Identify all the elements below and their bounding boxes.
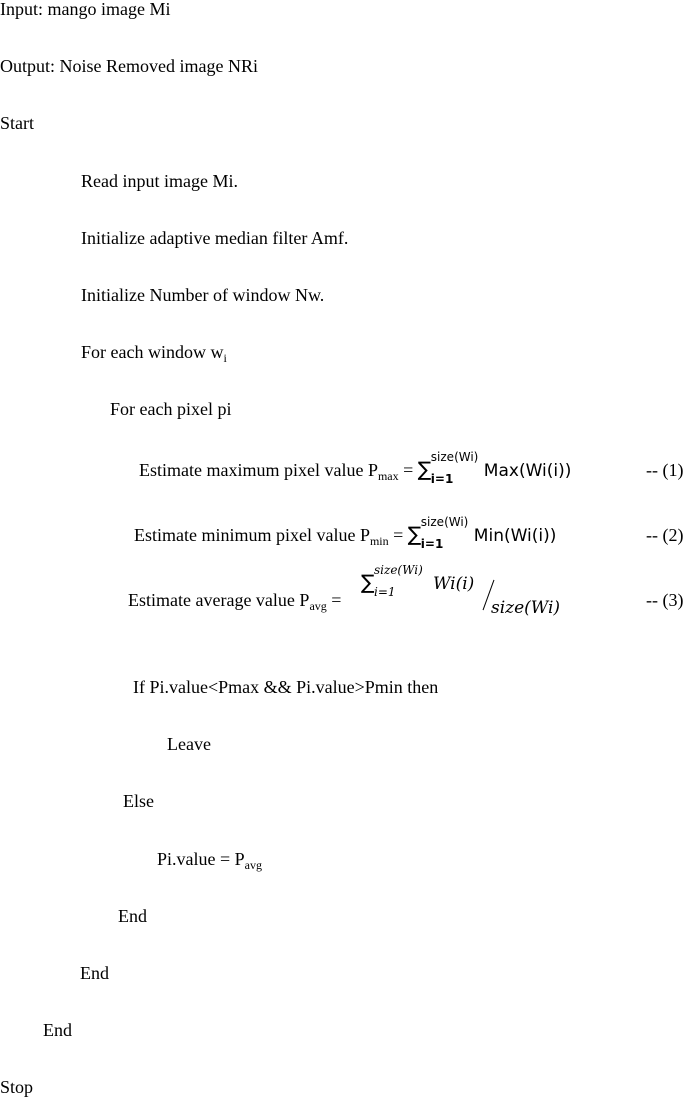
eq3-sum-upper: size(Wi) <box>374 563 423 577</box>
sigma-symbol: ∑ <box>361 570 375 594</box>
else-line: Else <box>123 791 154 811</box>
assign-line <box>157 848 262 872</box>
read-step: Read input image Mi. <box>81 171 238 191</box>
eq1-body: Max(Wi(i)) <box>483 461 572 481</box>
eq2-body: Min(Wi(i)) <box>473 526 557 546</box>
end-if-line: End <box>118 906 147 926</box>
eq1-sum-upper: size(Wi) <box>430 450 479 464</box>
stop-line: Stop <box>0 1077 34 1097</box>
equation-2 <box>134 515 557 551</box>
eq3-subscript: avg <box>309 599 327 613</box>
sigma-symbol: ∑ <box>407 522 422 546</box>
eq3-numerator-block <box>361 563 475 599</box>
init-window-step: Initialize Number of window Nw. <box>81 285 325 305</box>
eq2-sum-upper: size(Wi) <box>420 515 469 529</box>
equation-3 <box>128 589 341 613</box>
eq2-subscript: min <box>369 534 389 548</box>
assign-subscript: avg <box>244 858 262 872</box>
start-line: Start <box>0 113 34 133</box>
eq3-number: -- (3) <box>646 590 684 610</box>
output-line: Output: Noise Removed image NRi <box>0 56 258 76</box>
eq1-subscript: max <box>377 469 399 483</box>
eq1-equals: = <box>398 460 418 480</box>
assign-text: Pi.value = P <box>157 849 245 869</box>
if-condition: If Pi.value<Pmax && Pi.value>Pmin then <box>133 677 439 697</box>
input-line: Input: mango image Mi <box>0 0 171 19</box>
eq3-equals: = <box>326 590 342 610</box>
leave-line: Leave <box>167 734 211 754</box>
eq1-number: -- (1) <box>646 460 684 480</box>
eq3-numerator: Wi(i) <box>433 574 475 594</box>
eq3-sum-lower: i=1 <box>374 585 396 599</box>
eq1-summation <box>417 450 479 486</box>
eq3-denominator: size(Wi) <box>491 598 561 618</box>
eq3-prefix: Estimate average value P <box>128 590 310 610</box>
eq2-number: -- (2) <box>646 525 684 545</box>
eq1-sum-lower: i=1 <box>430 472 454 486</box>
eq2-summation <box>407 515 469 551</box>
end-outer-line: End <box>43 1020 72 1040</box>
eq2-sum-lower: i=1 <box>420 537 444 551</box>
eq1-prefix: Estimate maximum pixel value P <box>139 460 378 480</box>
init-filter-step: Initialize adaptive median filter Amf. <box>81 228 349 248</box>
for-window-loop <box>81 341 227 365</box>
for-pixel-loop: For each pixel pi <box>110 399 232 419</box>
sigma-symbol: ∑ <box>417 457 432 481</box>
for-window-text: For each window w <box>81 342 224 362</box>
eq2-equals: = <box>388 525 408 545</box>
eq2-prefix: Estimate minimum pixel value P <box>134 525 370 545</box>
end-window-line: End <box>80 963 109 983</box>
equation-1 <box>139 450 572 486</box>
eq3-summation <box>361 563 423 599</box>
for-window-subscript: i <box>223 351 227 365</box>
